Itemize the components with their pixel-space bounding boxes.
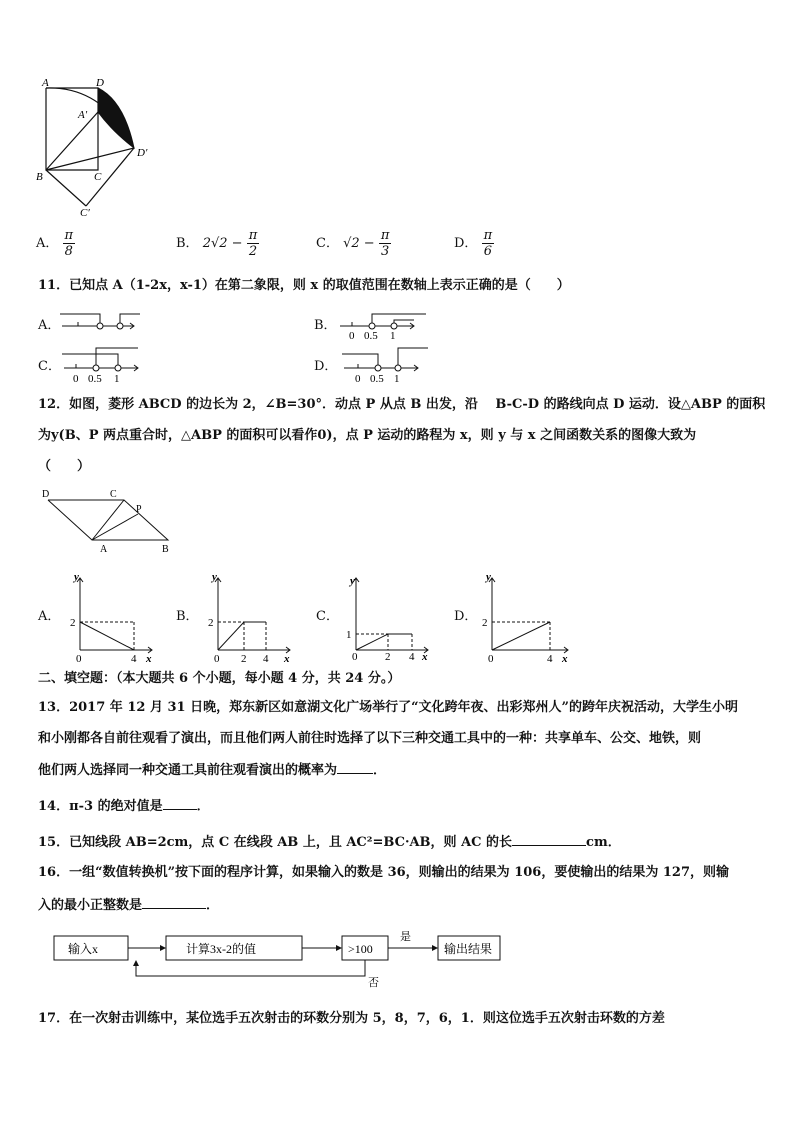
- q12-label-d: D: [42, 489, 50, 500]
- q12-graph-c[interactable]: [342, 570, 438, 666]
- q11-c-tick-0: 0: [73, 373, 79, 384]
- q13-line-3: 他们两人选择同一种交通工具前往观看演出的概率为 ．: [38, 763, 387, 778]
- q11-d-tick-05: 0.5: [370, 373, 384, 384]
- q12-graph-a-x-tick-4: 4: [131, 653, 137, 665]
- q16-flowchart: [50, 926, 510, 988]
- q12-line-1: 12．如图，菱形 ABCD 的边长为 2，∠B=30°．动点 P 从点 B 出发，沿 B-C-D 的路线向点 D 运动．设△ABP 的面积: [38, 397, 766, 412]
- q10-option-a-fraction: $\frac{\pi}{8}$: [64, 228, 74, 259]
- q13-line-1: 13．2017 年 12 月 31 日晚，郑东新区如意湖文化广场举行了“文化跨年夜、出彩郑州人”的跨年庆祝活动，大学生小明: [38, 700, 739, 715]
- q12-graph-d-y-tick: 2: [482, 617, 488, 629]
- q10-label-d: D: [96, 77, 104, 89]
- q11-option-c-label[interactable]: C．: [38, 359, 61, 374]
- q12-line-2: 为y(B、P 两点重合时，△ABP 的面积可以看作0)，点 P 运动的路程为 x，则 y 与 x 之间函数关系的图像大致为: [38, 428, 697, 443]
- q11-c-tick-05: 0.5: [88, 373, 102, 384]
- q11-b-tick-0: 0: [349, 330, 355, 342]
- q11-c-tick-1: 1: [114, 373, 120, 384]
- q12-graph-c-y-axis-label: y: [350, 575, 355, 587]
- q12-label-b: B: [162, 544, 169, 555]
- flow-yes-text: 是: [400, 931, 411, 943]
- q12-graph-d-x-axis-label: x: [562, 653, 568, 665]
- q11-option-a-label[interactable]: A．: [38, 318, 61, 333]
- flow-output-text: 输出结果: [444, 942, 493, 956]
- q10-option-c-fraction: $\frac{\pi}{3}$: [380, 228, 390, 259]
- q10-option-d[interactable]: D． $\frac{\pi}{6}$: [454, 228, 493, 259]
- q12-graph-a-y-tick: 2: [70, 617, 76, 629]
- q12-graph-d-y-axis-label: y: [486, 571, 491, 583]
- q11-numberline-a[interactable]: [60, 306, 140, 342]
- q10-label-c: C: [94, 171, 102, 183]
- q11-option-d-label[interactable]: D．: [314, 359, 338, 374]
- q10-option-d-fraction: $\frac{\pi}{6}$: [483, 228, 493, 259]
- q12-graph-a-x-axis-label: x: [146, 653, 152, 665]
- q16-line-1: 16．一组“数值转换机”按下面的程序计算，如果输入的数是 36，则输出的结果为 106，要使输出的结果为 127，则输: [38, 865, 729, 880]
- q12-graph-c-x-tick-4: 4: [409, 651, 415, 663]
- q11-d-tick-1: 1: [394, 373, 400, 384]
- q14-answer-blank[interactable]: [163, 797, 197, 810]
- flow-input-text: 输入x: [68, 942, 99, 956]
- q15-question: 15．已知线段 AB=2cm，点 C 在线段 AB 上，且 AC²=BC·AB，则 AC 的长 cm．: [38, 835, 621, 850]
- q11-numberline-d[interactable]: [342, 340, 432, 384]
- flow-compute-text: 计算3x-2的值: [186, 942, 256, 956]
- q10-figure: [34, 76, 164, 218]
- q11-question: 11．已知点 A（1-2x，x-1）在第二象限，则 x 的取值范围在数轴上表示正确的是（ ）: [38, 278, 570, 293]
- q10-option-b[interactable]: B． 2√2 − $\frac{\pi}{2}$: [176, 228, 258, 259]
- section-2-heading: 二、填空题：（本大题共 6 个小题，每小题 4 分，共 24 分。）: [38, 671, 401, 686]
- q12-label-a: A: [100, 544, 108, 555]
- q16-line-2: 入的最小正整数是 ．: [38, 898, 220, 913]
- q12-graph-a-origin: 0: [76, 653, 82, 665]
- flow-no-text: 否: [368, 977, 379, 988]
- q10-label-a: A: [42, 77, 49, 89]
- q12-graph-b-x-tick-4: 4: [263, 653, 269, 665]
- q12-line-3: （ ）: [38, 459, 91, 474]
- q12-option-c-label[interactable]: C．: [316, 609, 339, 624]
- q10-option-c[interactable]: C． √2 − $\frac{\pi}{3}$: [316, 228, 390, 259]
- q11-b-tick-1: 1: [390, 330, 396, 342]
- q11-b-tick-05: 0.5: [364, 330, 378, 342]
- q12-graph-d[interactable]: [478, 570, 578, 666]
- q10-label-d-prime: D′: [137, 147, 148, 159]
- q12-graph-b-origin: 0: [214, 653, 220, 665]
- q13-answer-blank[interactable]: [337, 761, 373, 774]
- q12-option-d-label[interactable]: D．: [454, 609, 478, 624]
- q12-graph-d-origin: 0: [488, 653, 494, 665]
- q12-graph-c-origin: 0: [352, 651, 358, 663]
- q11-option-b-label[interactable]: B．: [314, 318, 337, 333]
- q12-graph-b-x-tick-2: 2: [241, 653, 247, 665]
- q10-label-c-prime: C′: [80, 207, 90, 218]
- q12-graph-c-y-tick: 1: [346, 629, 352, 641]
- q12-graph-b-x-axis-label: x: [284, 653, 290, 665]
- q12-graph-c-x-axis-label: x: [422, 651, 428, 663]
- q12-graph-d-x-tick-4: 4: [547, 653, 553, 665]
- q10-option-b-fraction: $\frac{\pi}{2}$: [248, 228, 258, 259]
- q12-graph-a-y-axis-label: y: [74, 571, 79, 583]
- q12-graph-a[interactable]: [66, 570, 162, 666]
- q12-option-a-label[interactable]: A．: [38, 609, 61, 624]
- q12-label-c: C: [110, 489, 117, 500]
- flow-compare-text: >100: [348, 942, 373, 956]
- q12-graph-b[interactable]: [204, 570, 300, 666]
- q12-graph-b-y-axis-label: y: [212, 571, 217, 583]
- q12-rhombus-figure: [38, 486, 178, 556]
- q10-label-a-prime: A′: [78, 109, 88, 121]
- q11-d-tick-0: 0: [355, 373, 361, 384]
- q12-graph-b-y-tick: 2: [208, 617, 214, 629]
- q10-option-a[interactable]: A． $\frac{\pi}{8}$: [36, 228, 74, 259]
- q12-option-b-label[interactable]: B．: [176, 609, 199, 624]
- q12-label-p: P: [136, 504, 142, 515]
- q16-answer-blank[interactable]: [142, 896, 206, 909]
- q10-label-b: B: [36, 171, 43, 183]
- q13-line-2: 和小刚都各自前往观看了演出，而且他们两人前往时选择了以下三种交通工具中的一种：共享单车、公交、地铁，则: [38, 731, 702, 746]
- q17-question: 17．在一次射击训练中，某位选手五次射击的环数分别为 5，8，7，6，1．则这位选手五次射击环数的方差: [38, 1011, 665, 1026]
- q14-question: 14．π-3 的绝对值是 ．: [38, 799, 210, 814]
- q11-numberline-c[interactable]: [62, 340, 152, 384]
- q15-answer-blank[interactable]: [512, 833, 586, 846]
- q12-graph-c-x-tick-2: 2: [385, 651, 391, 663]
